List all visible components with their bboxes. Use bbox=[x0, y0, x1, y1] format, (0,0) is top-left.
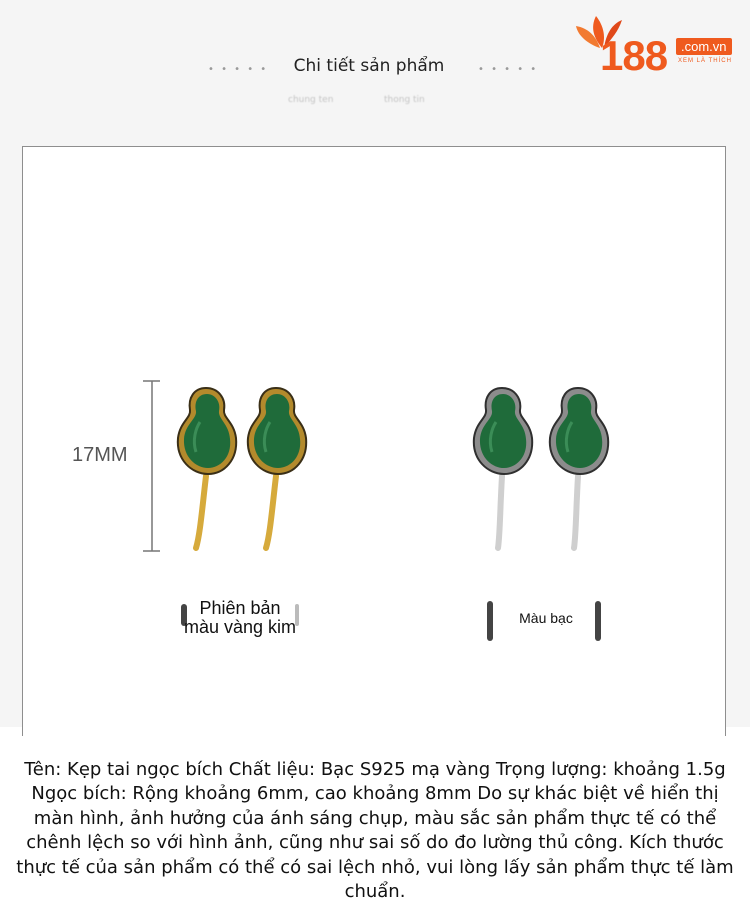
brand-logo[interactable] bbox=[574, 14, 744, 80]
logo-domain: .com.vn bbox=[676, 38, 732, 55]
logo-number: 188 bbox=[600, 32, 668, 79]
option-silver-label[interactable]: Màu bạc bbox=[519, 610, 573, 626]
header-subtitle-right: thong tin bbox=[384, 95, 425, 105]
dimension-label: 17MM bbox=[72, 444, 128, 466]
dimension-marker bbox=[140, 378, 164, 556]
header-dots-left: • • • • • bbox=[208, 64, 269, 75]
header-dots-right: • • • • • bbox=[478, 64, 539, 75]
logo-tagline: XEM LÀ THÍCH bbox=[678, 58, 732, 64]
option-silver-bar-right bbox=[595, 601, 601, 641]
gold-earrings-image bbox=[170, 380, 320, 555]
silver-earrings-image bbox=[466, 380, 616, 555]
option-gold-label[interactable]: Phiên bản màu vàng kim bbox=[183, 598, 297, 637]
page-title: Chi tiết sản phẩm bbox=[293, 56, 445, 76]
option-silver-bar-left bbox=[487, 601, 493, 641]
product-image-frame bbox=[22, 146, 726, 736]
header-subtitle-left: chung ten bbox=[288, 95, 334, 105]
product-description: Tên: Kẹp tai ngọc bích Chất liệu: Bạc S925 mạ vàng Trọng lượng: khoảng 1.5g Ngọc bích: Rộng khoảng 6mm, cao khoảng 8mm Do sự khác biệt về hiển thị màn hình, ảnh hưởng của ánh sáng chụp, màu sắc sản phẩm thực tế có thể chênh lệch so với hình ảnh, cũng như sai số do đo lường thủ công. Kích thước thực tế của sản phẩm có thể có sai lệch nhỏ, vui lòng lấy sản phẩm thực tế làm chuẩn. bbox=[16, 759, 734, 903]
